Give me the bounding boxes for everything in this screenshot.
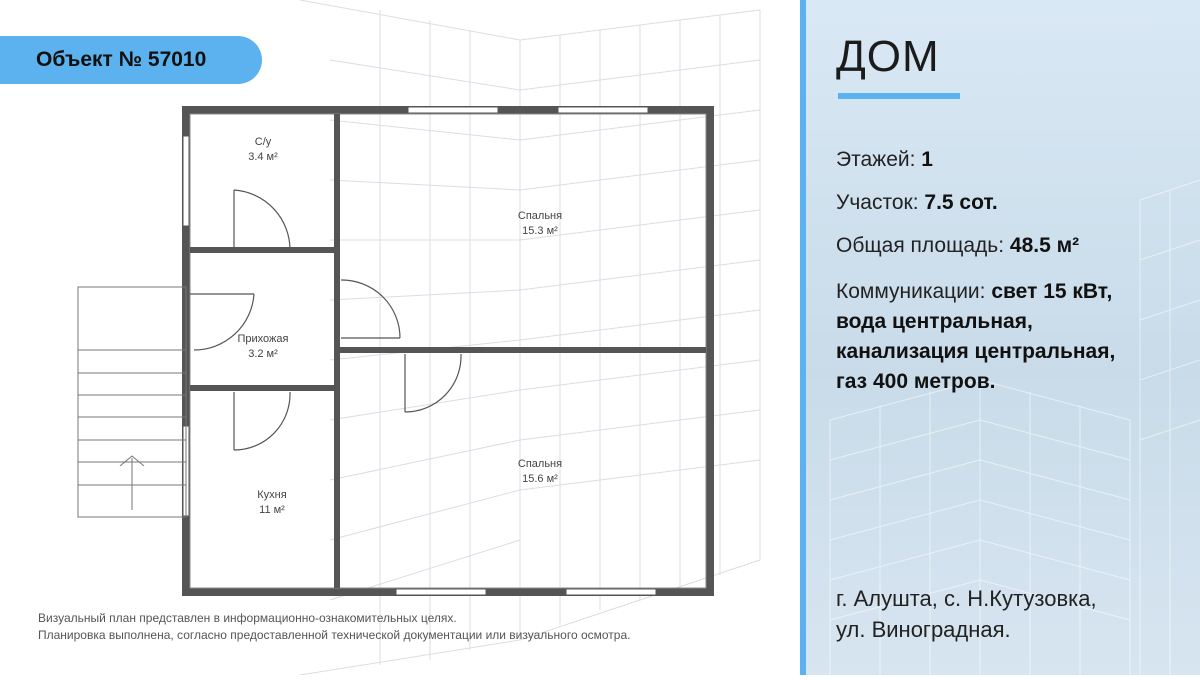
room-name: Прихожая — [237, 333, 289, 345]
page-title: ДОМ — [836, 32, 940, 81]
address-line: ул. Виноградная. — [836, 617, 1011, 642]
plot-label: Участок: — [836, 191, 919, 214]
object-number-badge: Объект № 57010 — [0, 36, 262, 84]
room-name: Спальня — [517, 210, 563, 222]
utilities-value: газ 400 метров. — [836, 370, 996, 393]
utilities-info — [836, 277, 1115, 397]
room-area: 15.3 м² — [522, 225, 558, 237]
room-area: 11 м² — [259, 504, 285, 516]
window — [183, 136, 189, 226]
floors-info — [836, 145, 933, 175]
door-swing — [405, 354, 461, 412]
floors-label: Этажей: — [836, 148, 916, 171]
room-name: Кухня — [257, 489, 287, 501]
utilities-label: Коммуникации: — [836, 280, 986, 303]
utilities-value: свет 15 кВт, — [991, 280, 1113, 303]
room-name: Спальня — [517, 458, 563, 470]
disclaimer-line: Планировка выполнена, согласно предоставленной технической документации или визуального осмотра. — [38, 628, 631, 642]
window — [408, 107, 498, 113]
area-value: 48.5 м² — [1009, 234, 1080, 257]
window — [566, 589, 656, 595]
disclaimer — [38, 610, 630, 644]
plot-info — [836, 188, 998, 218]
room-area: 15.6 м² — [522, 473, 558, 485]
floors-value: 1 — [921, 148, 933, 171]
utilities-value: вода центральная, — [836, 310, 1033, 333]
title-underline — [838, 93, 960, 99]
area-label: Общая площадь: — [836, 234, 1005, 257]
panel-accent-edge — [800, 0, 806, 675]
area-info — [836, 231, 1079, 261]
room-name: С/у — [254, 136, 272, 148]
window — [396, 589, 486, 595]
door-swing — [234, 190, 290, 250]
disclaimer-line: Визуальный план представлен в информационно-ознакомительных целях. — [38, 611, 457, 625]
utilities-value: канализация центральная, — [836, 340, 1116, 363]
plot-value: 7.5 сот. — [924, 191, 998, 214]
room-area: 3.2 м² — [248, 348, 278, 360]
address-line: г. Алушта, с. Н.Кутузовка, — [836, 586, 1097, 611]
door-swing — [341, 280, 400, 338]
window — [558, 107, 648, 113]
address — [836, 583, 1097, 645]
room-area: 3.4 м² — [248, 151, 278, 163]
door-swing — [234, 392, 290, 450]
